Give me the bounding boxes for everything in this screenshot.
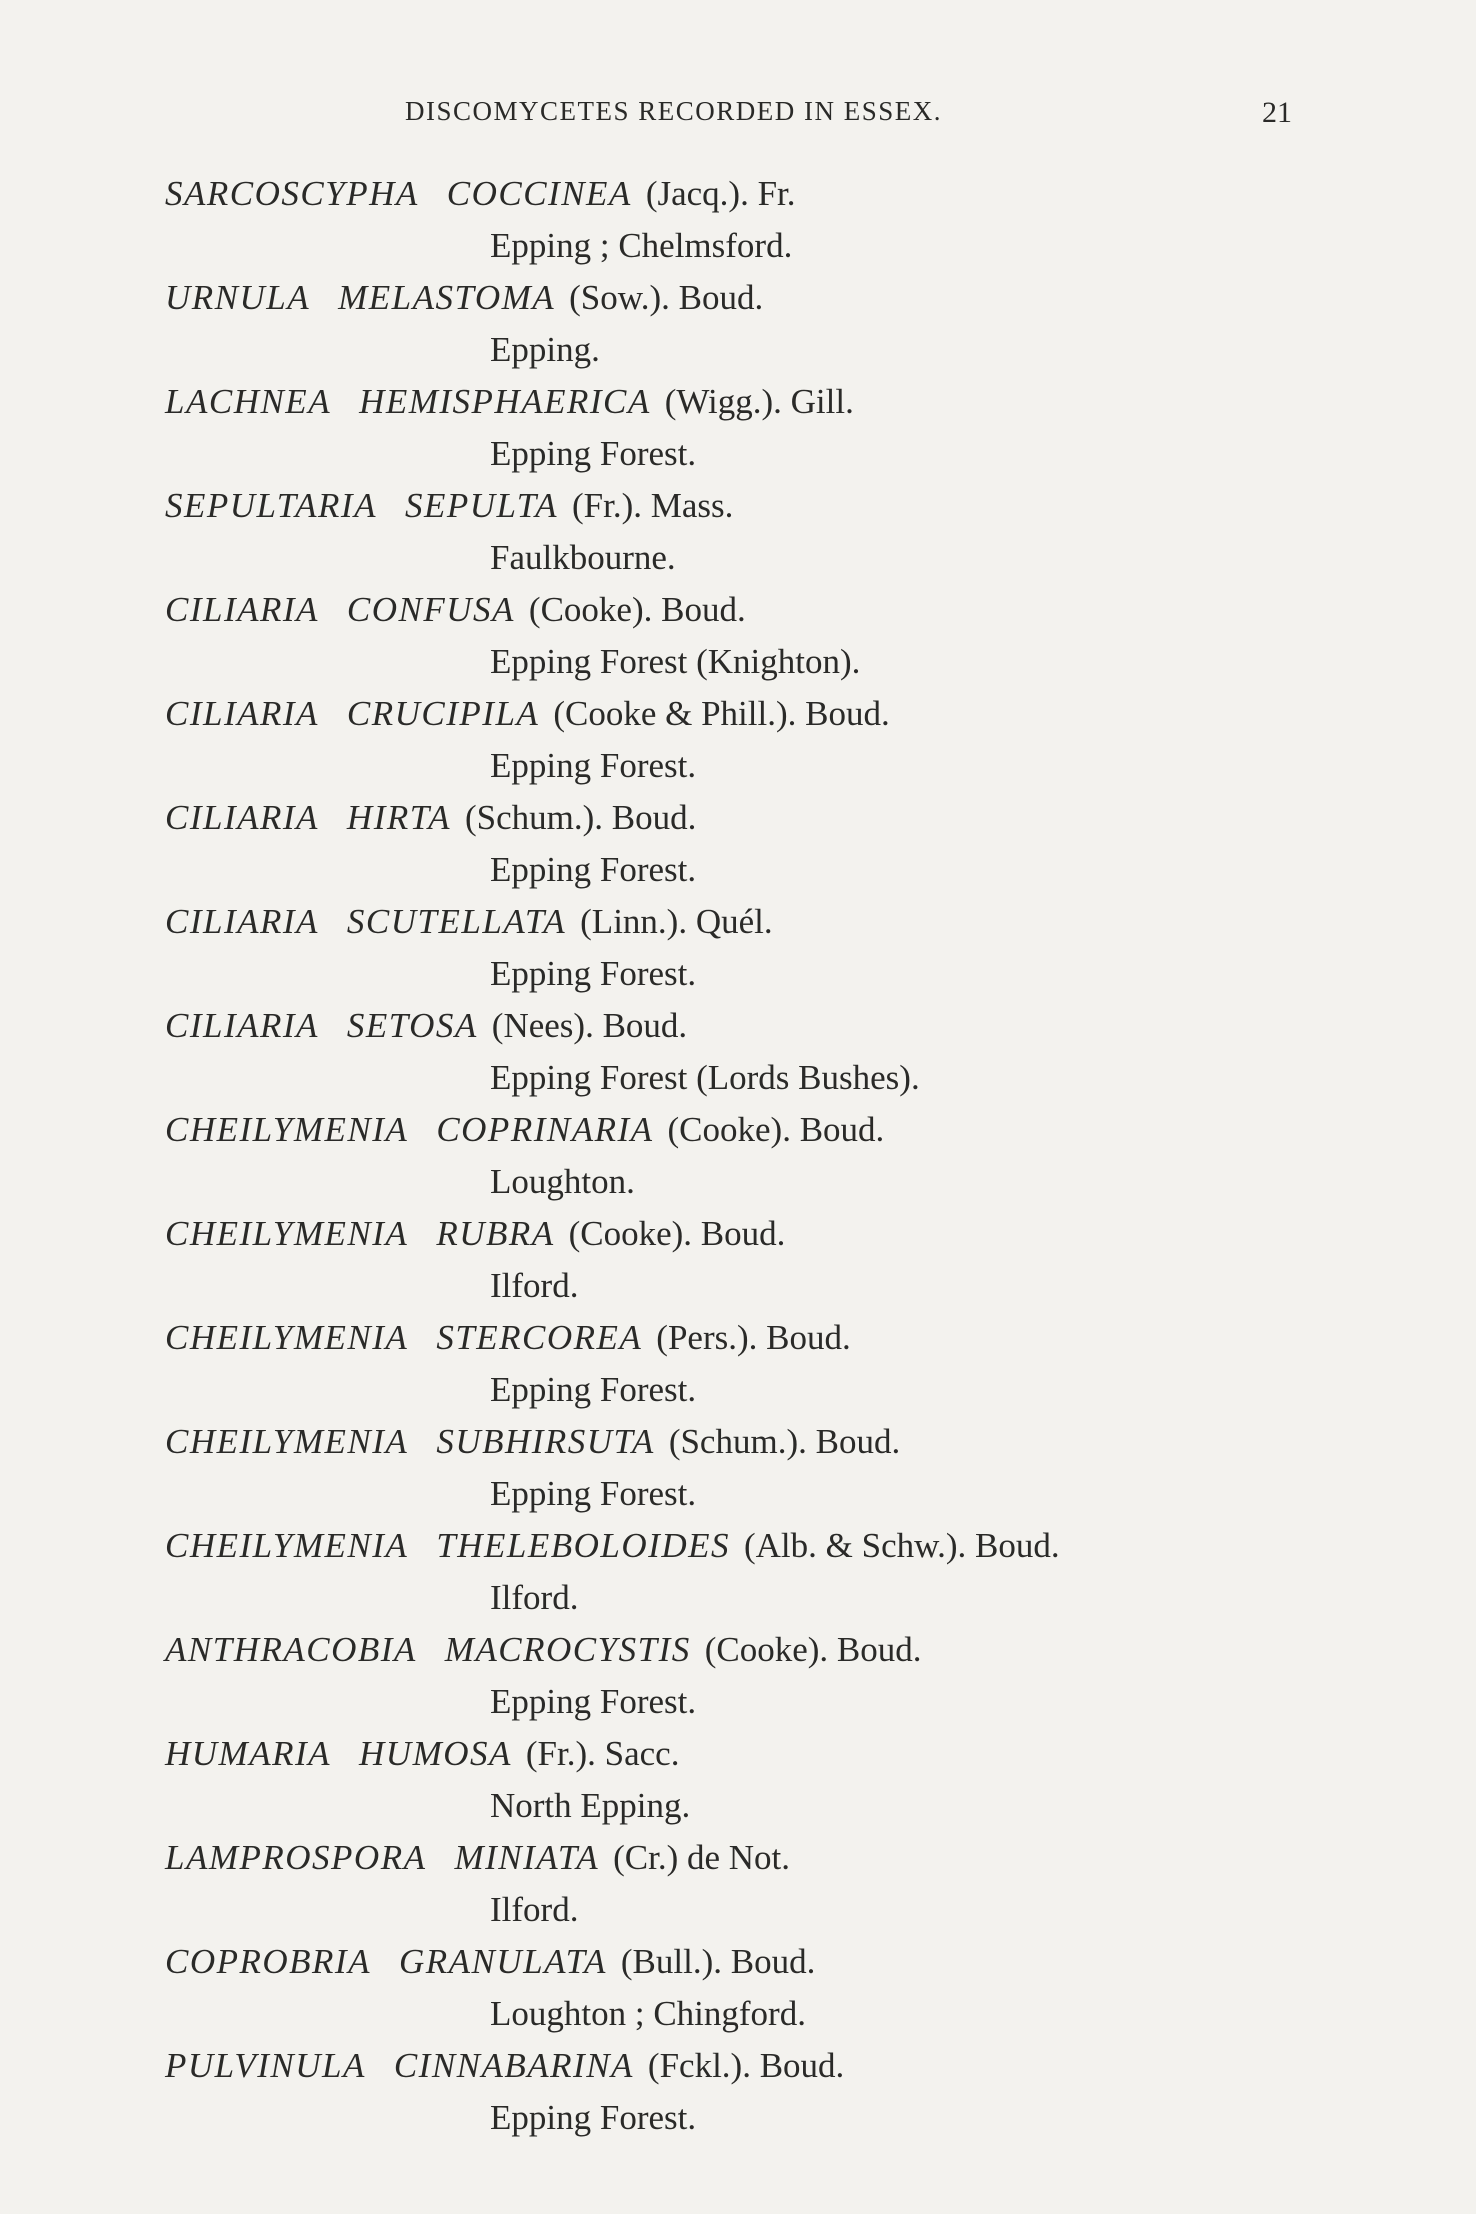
species-entry	[165, 792, 1365, 896]
locality: Epping ; Chelmsford.	[490, 226, 793, 265]
species-entry	[165, 1000, 1365, 1104]
author-citation: (Cooke & Phill.). Boud.	[553, 694, 890, 733]
species-epithet: CONFUSA	[346, 590, 515, 629]
species-epithet: COCCINEA	[446, 174, 632, 213]
species-entry	[165, 1520, 1365, 1624]
species-name-line	[165, 584, 1365, 636]
locality: Epping Forest.	[490, 1370, 697, 1409]
species-name-line	[165, 1416, 1365, 1468]
species-entry	[165, 1104, 1365, 1208]
author-citation: (Schum.). Boud.	[464, 798, 697, 837]
species-name-line	[165, 896, 1365, 948]
genus-name: CILIARIA	[165, 590, 319, 629]
species-entry	[165, 1728, 1365, 1832]
genus-name: LAMPROSPORA	[165, 1838, 427, 1877]
species-epithet: RUBRA	[436, 1214, 555, 1253]
species-entry	[165, 1832, 1365, 1936]
species-entry	[165, 1936, 1365, 2040]
species-name-line	[165, 376, 1365, 428]
species-epithet: CRUCIPILA	[346, 694, 540, 733]
author-citation: (Pers.). Boud.	[656, 1318, 851, 1357]
genus-name: CILIARIA	[165, 1006, 319, 1045]
species-name-line	[165, 1728, 1365, 1780]
species-name-line	[165, 1624, 1365, 1676]
species-entry	[165, 168, 1365, 272]
species-name-line	[165, 168, 1365, 220]
species-name-line	[165, 272, 1365, 324]
species-epithet: THELEBOLOIDES	[436, 1526, 730, 1565]
genus-name: HUMARIA	[165, 1734, 332, 1773]
author-citation: (Sow.). Boud.	[569, 278, 764, 317]
author-citation: (Nees). Boud.	[491, 1006, 688, 1045]
author-citation: (Wigg.). Gill.	[664, 382, 854, 421]
locality: Epping Forest.	[490, 954, 697, 993]
author-citation: (Fr.). Mass.	[572, 486, 734, 525]
species-epithet: COPRINARIA	[436, 1110, 654, 1149]
locality: Epping.	[490, 330, 600, 369]
author-citation: (Cooke). Boud.	[528, 590, 746, 629]
author-citation: (Jacq.). Fr.	[645, 174, 796, 213]
genus-name: SARCOSCYPHA	[165, 174, 419, 213]
species-name-line	[165, 1832, 1365, 1884]
species-name-line	[165, 1208, 1365, 1260]
species-entry	[165, 896, 1365, 1000]
species-epithet: HEMISPHAERICA	[359, 382, 651, 421]
species-epithet: SEPULTA	[404, 486, 559, 525]
genus-name: CHEILYMENIA	[165, 1110, 409, 1149]
species-entry	[165, 1208, 1365, 1312]
species-name-line	[165, 1000, 1365, 1052]
species-name-line	[165, 688, 1365, 740]
locality: Epping Forest.	[490, 2098, 697, 2137]
species-list	[165, 168, 1365, 2144]
genus-name: CHEILYMENIA	[165, 1422, 409, 1461]
locality: Faulkbourne.	[490, 538, 676, 577]
genus-name: SEPULTARIA	[165, 486, 377, 525]
genus-name: COPROBRIA	[165, 1942, 371, 1981]
species-name-line	[165, 792, 1365, 844]
species-epithet: GRANULATA	[398, 1942, 607, 1981]
species-entry	[165, 2040, 1365, 2144]
species-entry	[165, 1624, 1365, 1728]
locality: Ilford.	[490, 1266, 579, 1305]
genus-name: CILIARIA	[165, 798, 319, 837]
species-name-line	[165, 1312, 1365, 1364]
genus-name: ANTHRACOBIA	[165, 1630, 417, 1669]
species-entry	[165, 376, 1365, 480]
genus-name: CHEILYMENIA	[165, 1318, 409, 1357]
species-name-line	[165, 2040, 1365, 2092]
author-citation: (Alb. & Schw.). Boud.	[744, 1526, 1060, 1565]
species-epithet: MACROCYSTIS	[444, 1630, 691, 1669]
locality: Epping Forest (Lords Bushes).	[490, 1058, 920, 1097]
author-citation: (Linn.). Quél.	[580, 902, 773, 941]
locality: Epping Forest (Knighton).	[490, 642, 861, 681]
genus-name: CILIARIA	[165, 902, 319, 941]
species-epithet: HIRTA	[346, 798, 451, 837]
species-entry	[165, 688, 1365, 792]
species-epithet: CINNABARINA	[393, 2046, 634, 2085]
species-entry	[165, 584, 1365, 688]
species-epithet: HUMOSA	[359, 1734, 512, 1773]
species-entry	[165, 1416, 1365, 1520]
species-name-line	[165, 1520, 1365, 1572]
locality: Epping Forest.	[490, 1682, 697, 1721]
genus-name: CHEILYMENIA	[165, 1526, 409, 1565]
genus-name: CILIARIA	[165, 694, 319, 733]
author-citation: (Cooke). Boud.	[568, 1214, 786, 1253]
author-citation: (Cooke). Boud.	[667, 1110, 885, 1149]
species-entry	[165, 480, 1365, 584]
species-epithet: SUBHIRSUTA	[436, 1422, 655, 1461]
species-epithet: MINIATA	[454, 1838, 600, 1877]
author-citation: (Cr.) de Not.	[613, 1838, 791, 1877]
locality: Ilford.	[490, 1890, 579, 1929]
species-epithet: MELASTOMA	[338, 278, 556, 317]
locality: North Epping.	[490, 1786, 691, 1825]
running-title: DISCOMYCETES RECORDED IN ESSEX.	[405, 96, 943, 126]
species-entry	[165, 272, 1365, 376]
locality: Loughton.	[490, 1162, 635, 1201]
author-citation: (Fckl.). Boud.	[647, 2046, 845, 2085]
species-name-line	[165, 480, 1365, 532]
species-entry	[165, 1312, 1365, 1416]
genus-name: LACHNEA	[165, 382, 332, 421]
locality: Epping Forest.	[490, 1474, 697, 1513]
species-name-line	[165, 1104, 1365, 1156]
species-name-line	[165, 1936, 1365, 1988]
species-epithet: SETOSA	[346, 1006, 478, 1045]
page-number: 21	[1262, 96, 1292, 129]
locality: Ilford.	[490, 1578, 579, 1617]
author-citation: (Cooke). Boud.	[704, 1630, 922, 1669]
author-citation: (Bull.). Boud.	[620, 1942, 816, 1981]
genus-name: PULVINULA	[165, 2046, 366, 2085]
species-epithet: STERCOREA	[436, 1318, 643, 1357]
species-epithet: SCUTELLATA	[346, 902, 567, 941]
locality: Epping Forest.	[490, 746, 697, 785]
author-citation: (Schum.). Boud.	[668, 1422, 901, 1461]
author-citation: (Fr.). Sacc.	[525, 1734, 680, 1773]
locality: Epping Forest.	[490, 850, 697, 889]
genus-name: URNULA	[165, 278, 311, 317]
running-head	[0, 96, 1476, 136]
locality: Loughton ; Chingford.	[490, 1994, 806, 2033]
genus-name: CHEILYMENIA	[165, 1214, 409, 1253]
locality: Epping Forest.	[490, 434, 697, 473]
